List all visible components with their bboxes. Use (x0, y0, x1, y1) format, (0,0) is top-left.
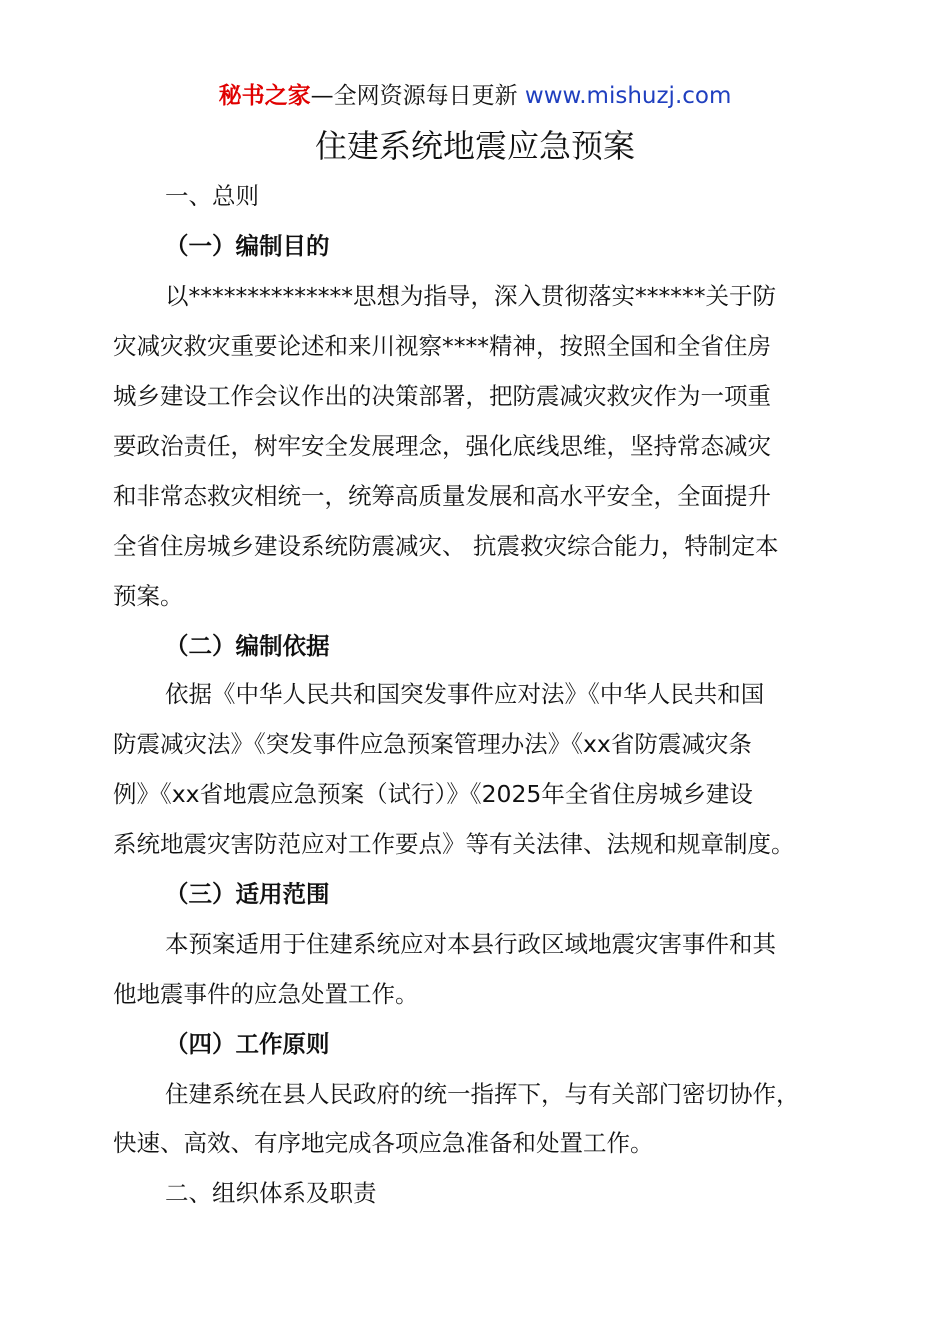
paragraph-line: 他地震事件的应急处置工作。 (113, 980, 419, 1008)
subsection-heading-principles: （四）工作原则 (165, 1030, 330, 1058)
paragraph-line: 本预案适用于住建系统应对本县行政区域地震灾害事件和其 (165, 930, 776, 958)
subsection-heading-purpose: （一）编制目的 (165, 232, 330, 260)
paragraph-line: 城乡建设工作会议作出的决策部署，把防震减灾救灾作为一项重 (113, 382, 771, 410)
paragraph-line: 要政治责任，树牢安全发展理念，强化底线思维，坚持常态减灾 (113, 432, 771, 460)
paragraph-line: 防震减灾法》《突发事件应急预案管理办法》《xx省防震减灾条 (113, 730, 752, 758)
paragraph-line: 快速、高效、有序地完成各项应急准备和处置工作。 (113, 1129, 654, 1157)
paragraph-line: 以**************思想为指导，深入贯彻落实******关于防 (165, 282, 776, 310)
site-banner (0, 78, 950, 114)
section-heading-general: 一、总则 (165, 182, 259, 210)
paragraph-line: 全省住房城乡建设系统防震减灾、 抗震救灾综合能力，特制定本 (113, 532, 779, 560)
paragraph-line: 预案。 (113, 582, 184, 610)
subsection-heading-scope: （三）适用范围 (165, 880, 330, 908)
paragraph-line: 住建系统在县人民政府的统一指挥下，与有关部门密切协作， (165, 1080, 800, 1108)
banner-brand: 秘书之家 (218, 83, 311, 109)
paragraph-line: 和非常态救灾相统一，统筹高质量发展和高水平安全，全面提升 (113, 482, 771, 510)
paragraph-line: 依据《中华人民共和国突发事件应对法》《中华人民共和国 (165, 680, 765, 708)
paragraph-line: 例》《xx省地震应急预案（试行）》《2025年全省住房城乡建设 (113, 780, 753, 808)
banner-tagline: —全网资源每日更新 (310, 83, 525, 109)
paragraph-line: 灾减灾救灾重要论述和来川视察****精神，按照全国和全省住房 (113, 332, 771, 360)
document-title: 住建系统地震应急预案 (314, 127, 635, 165)
paragraph-line: 系统地震灾害防范应对工作要点》等有关法律、法规和规章制度。 (113, 830, 795, 858)
subsection-heading-basis: （二）编制依据 (165, 632, 330, 660)
section-heading-organization: 二、组织体系及职责 (165, 1179, 377, 1207)
banner-url-link[interactable]: www.mishuzj.com (524, 83, 732, 109)
